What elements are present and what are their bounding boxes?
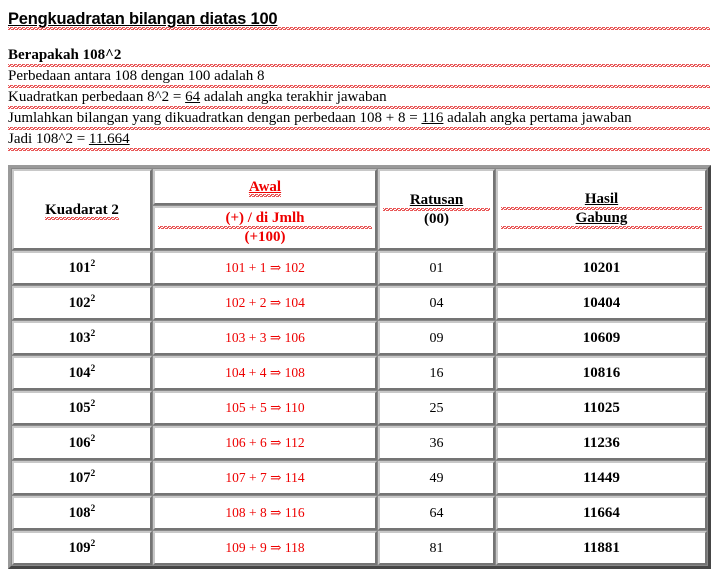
header-ratusan-sublabel: (00) — [424, 210, 449, 227]
cell-kuadrat-exponent: 2 — [90, 434, 96, 445]
cell-kuadrat — [12, 356, 152, 390]
cell-awal — [153, 356, 377, 390]
cell-hasil-gabung — [496, 321, 707, 355]
cell-kuadrat-exponent: 2 — [90, 329, 96, 340]
cell-ratusan-value: 16 — [429, 366, 444, 382]
header-ratusan-label: Ratusan — [383, 192, 490, 211]
cell-hasil-gabung — [496, 426, 707, 460]
table-row — [12, 286, 707, 320]
cell-ratusan — [378, 321, 495, 355]
explanation-line-4 — [8, 109, 710, 130]
table-row — [12, 531, 707, 565]
explanation-line-5-pre: Jadi 108^2 = — [8, 131, 89, 148]
table-container — [0, 151, 718, 569]
cell-kuadrat-value: $101^2$ — [68, 259, 96, 277]
cell-awal — [153, 321, 377, 355]
cell-ratusan-value: 36 — [429, 436, 444, 452]
header-ratusan — [378, 169, 495, 250]
header-awal-sub — [153, 206, 377, 250]
cell-kuadrat-exponent: 2 — [90, 364, 96, 375]
cell-kuadrat — [12, 286, 152, 320]
cell-ratusan — [378, 531, 495, 565]
cell-ratusan-value: 49 — [429, 471, 444, 487]
cell-hasil-gabung — [496, 496, 707, 530]
cell-awal — [153, 251, 377, 285]
cell-hasil-gabung — [496, 461, 707, 495]
table-row — [12, 426, 707, 460]
cell-ratusan — [378, 251, 495, 285]
table-row — [12, 461, 707, 495]
header-awal-sub-line1: (+) / di Jmlh — [158, 210, 372, 229]
cell-awal — [153, 286, 377, 320]
cell-awal-value: 107 + 7 ⇒ 114 — [225, 470, 305, 486]
cell-ratusan-value: 64 — [429, 506, 444, 522]
header-kuadrat — [12, 169, 152, 250]
cell-kuadrat — [12, 531, 152, 565]
header-hasil-gabung — [496, 169, 707, 250]
table-row — [12, 391, 707, 425]
explanation-line-5 — [8, 130, 710, 151]
cell-awal — [153, 531, 377, 565]
cell-ratusan — [378, 426, 495, 460]
explanation-line-2: Perbedaan antara 108 dengan 100 adalah 8 — [8, 67, 710, 88]
cell-hasil-gabung — [496, 391, 707, 425]
explanation-line-5-value: 11.664 — [88, 131, 130, 148]
explanation-line-3-value: 64 — [185, 89, 201, 106]
page-title: Pengkuadratan bilangan diatas 100 — [8, 10, 710, 30]
cell-awal — [153, 426, 377, 460]
cell-hasil-gabung-value: 10609 — [582, 330, 621, 347]
cell-kuadrat-value: $104^2$ — [68, 364, 96, 382]
table-row — [12, 321, 707, 355]
cell-ratusan — [378, 356, 495, 390]
explanation-line-4-value: 116 — [421, 110, 444, 127]
cell-hasil-gabung — [496, 251, 707, 285]
explanation-line-3 — [8, 88, 710, 109]
cell-hasil-gabung — [496, 356, 707, 390]
cell-kuadrat — [12, 391, 152, 425]
header-awal — [153, 169, 377, 205]
table-header — [12, 169, 707, 250]
cell-awal-value: 102 + 2 ⇒ 104 — [225, 295, 305, 311]
table-row — [12, 496, 707, 530]
cell-kuadrat-exponent: 2 — [90, 469, 96, 480]
cell-hasil-gabung-value: 11449 — [583, 470, 620, 487]
cell-kuadrat-value: $105^2$ — [68, 399, 96, 417]
header-kuadrat-label: Kuadarat 2 — [45, 201, 119, 218]
cell-kuadrat — [12, 496, 152, 530]
cell-awal — [153, 496, 377, 530]
cell-hasil-gabung-value: 10404 — [582, 295, 621, 312]
cell-ratusan — [378, 461, 495, 495]
cell-awal-value: 101 + 1 ⇒ 102 — [225, 260, 305, 276]
header-hasil-label: Hasil — [501, 191, 702, 210]
cell-kuadrat-value: $108^2$ — [68, 504, 96, 522]
cell-kuadrat-value: $103^2$ — [68, 329, 96, 347]
cell-hasil-gabung-value: 11881 — [583, 540, 620, 557]
header-gabung-label: Gabung — [501, 210, 702, 229]
explanation-line-4-post: adalah angka pertama jawaban — [443, 110, 632, 127]
header-awal-label: Awal — [248, 179, 282, 196]
explanation-line-1: Berapakah 108^2 — [8, 46, 710, 67]
table-body — [12, 251, 707, 565]
cell-awal — [153, 391, 377, 425]
table-row — [12, 356, 707, 390]
cell-ratusan-value: 81 — [429, 541, 444, 557]
cell-awal-value: 109 + 9 ⇒ 118 — [225, 540, 305, 556]
cell-kuadrat-value: $107^2$ — [68, 469, 96, 487]
cell-awal-value: 106 + 6 ⇒ 112 — [225, 435, 305, 451]
cell-kuadrat-exponent: 2 — [90, 259, 96, 270]
cell-kuadrat-exponent: 2 — [90, 504, 96, 515]
cell-kuadrat — [12, 461, 152, 495]
header-awal-sub-line2: (+100) — [244, 229, 286, 246]
cell-hasil-gabung — [496, 531, 707, 565]
cell-kuadrat-value: $106^2$ — [68, 434, 96, 452]
cell-kuadrat-value: $109^2$ — [68, 539, 96, 557]
cell-kuadrat — [12, 251, 152, 285]
cell-hasil-gabung — [496, 286, 707, 320]
cell-awal-value: 105 + 5 ⇒ 110 — [225, 400, 305, 416]
cell-ratusan-value: 09 — [429, 331, 444, 347]
document-body — [0, 0, 718, 151]
explanation-line-3-post: adalah angka terakhir jawaban — [200, 89, 387, 106]
cell-awal-value: 104 + 4 ⇒ 108 — [225, 365, 305, 381]
cell-ratusan-value: 04 — [429, 296, 444, 312]
cell-awal — [153, 461, 377, 495]
cell-hasil-gabung-value: 10816 — [582, 365, 621, 382]
cell-hasil-gabung-value: 11236 — [583, 435, 620, 452]
cell-ratusan-value: 01 — [429, 261, 444, 277]
squares-table — [8, 165, 711, 569]
explanation-text — [8, 46, 710, 151]
cell-kuadrat-exponent: 2 — [90, 399, 96, 410]
cell-ratusan — [378, 496, 495, 530]
cell-hasil-gabung-value: 10201 — [582, 260, 621, 277]
cell-ratusan — [378, 286, 495, 320]
cell-ratusan — [378, 391, 495, 425]
cell-awal-value: 103 + 3 ⇒ 106 — [225, 330, 305, 346]
explanation-line-3-pre: Kuadratkan perbedaan 8^2 = — [8, 89, 186, 106]
cell-kuadrat-value: $102^2$ — [68, 294, 96, 312]
explanation-line-4-pre: Jumlahkan bilangan yang dikuadratkan dengan perbedaan 108 + 8 = — [8, 110, 422, 127]
table-row — [12, 251, 707, 285]
cell-kuadrat — [12, 426, 152, 460]
cell-awal-value: 108 + 8 ⇒ 116 — [225, 505, 305, 521]
cell-kuadrat-exponent: 2 — [90, 539, 96, 550]
table-header-row-1 — [12, 169, 707, 205]
cell-kuadrat-exponent: 2 — [90, 294, 96, 305]
cell-kuadrat — [12, 321, 152, 355]
cell-ratusan-value: 25 — [429, 401, 444, 417]
cell-hasil-gabung-value: 11025 — [583, 400, 620, 417]
cell-hasil-gabung-value: 11664 — [583, 505, 620, 522]
